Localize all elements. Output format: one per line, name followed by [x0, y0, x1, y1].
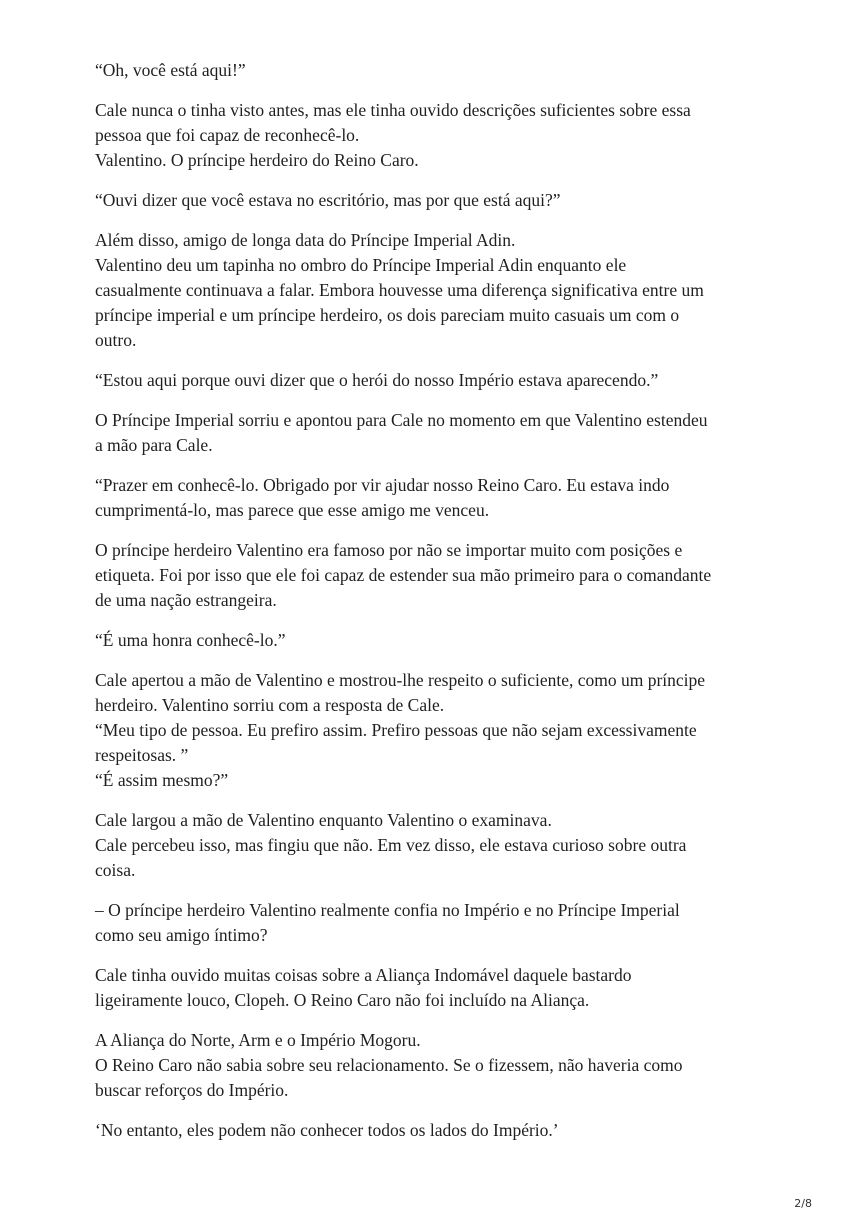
- text-line: pessoa que foi capaz de reconhecê-lo.: [95, 125, 360, 145]
- paragraph: [95, 188, 795, 213]
- text-line: “Oh, você está aqui!”: [95, 60, 246, 80]
- paragraph: [95, 408, 795, 458]
- text-line: etiqueta. Foi por isso que ele foi capaz de estender sua mão primeiro para o comandante: [95, 565, 712, 585]
- paragraph: [95, 668, 795, 793]
- text-line: Além disso, amigo de longa data do Príncipe Imperial Adin.: [95, 230, 516, 250]
- text-line: A Aliança do Norte, Arm e o Império Mogoru.: [95, 1030, 421, 1050]
- text-line: O príncipe herdeiro Valentino era famoso por não se importar muito com posições e: [95, 540, 683, 560]
- paragraph: [95, 368, 795, 393]
- paragraph: [95, 538, 795, 613]
- paragraph: [95, 898, 795, 948]
- text-line: Cale nunca o tinha visto antes, mas ele tinha ouvido descrições suficientes sobre essa: [95, 100, 691, 120]
- paragraph: [95, 58, 795, 83]
- text-line: “Ouvi dizer que você estava no escritório, mas por que está aqui?”: [95, 190, 561, 210]
- text-line: como seu amigo íntimo?: [95, 925, 268, 945]
- text-line: outro.: [95, 330, 137, 350]
- paragraph: [95, 808, 795, 883]
- text-line: Cale largou a mão de Valentino enquanto Valentino o examinava.: [95, 810, 552, 830]
- text-line: Cale percebeu isso, mas fingiu que não. Em vez disso, ele estava curioso sobre outra: [95, 835, 687, 855]
- paragraph: [95, 963, 795, 1013]
- text-line: O Reino Caro não sabia sobre seu relacionamento. Se o fizessem, não haveria como: [95, 1055, 683, 1075]
- text-line: “É assim mesmo?”: [95, 770, 229, 790]
- text-line: ‘No entanto, eles podem não conhecer todos os lados do Império.’: [95, 1120, 559, 1140]
- text-line: O Príncipe Imperial sorriu e apontou para Cale no momento em que Valentino estendeu: [95, 410, 708, 430]
- text-line: “É uma honra conhecê-lo.”: [95, 630, 286, 650]
- text-line: buscar reforços do Império.: [95, 1080, 289, 1100]
- text-line: “Estou aqui porque ouvi dizer que o herói do nosso Império estava aparecendo.”: [95, 370, 659, 390]
- paragraph: [95, 98, 795, 173]
- text-line: herdeiro. Valentino sorriu com a resposta de Cale.: [95, 695, 445, 715]
- text-line: a mão para Cale.: [95, 435, 213, 455]
- text-line: Cale apertou a mão de Valentino e mostrou-lhe respeito o suficiente, como um príncipe: [95, 670, 706, 690]
- paragraph: [95, 628, 795, 653]
- text-line: respeitosas. ”: [95, 745, 189, 765]
- text-line: casualmente continuava a falar. Embora houvesse uma diferença significativa entre um: [95, 280, 704, 300]
- text-line: cumprimentá-lo, mas parece que esse amigo me venceu.: [95, 500, 490, 520]
- text-line: Valentino. O príncipe herdeiro do Reino Caro.: [95, 150, 419, 170]
- text-line: príncipe imperial e um príncipe herdeiro, os dois pareciam muito casuais um com o: [95, 305, 680, 325]
- text-line: de uma nação estrangeira.: [95, 590, 277, 610]
- text-line: – O príncipe herdeiro Valentino realmente confia no Império e no Príncipe Imperial: [95, 900, 680, 920]
- paragraph: [95, 1028, 795, 1103]
- text-line: “Meu tipo de pessoa. Eu prefiro assim. Prefiro pessoas que não sejam excessivamente: [95, 720, 697, 740]
- document-page: [95, 58, 795, 1158]
- page-number: 2/8: [794, 1197, 812, 1210]
- text-line: ligeiramente louco, Clopeh. O Reino Caro não foi incluído na Aliança.: [95, 990, 590, 1010]
- text-line: Cale tinha ouvido muitas coisas sobre a Aliança Indomável daquele bastardo: [95, 965, 632, 985]
- text-line: “Prazer em conhecê-lo. Obrigado por vir ajudar nosso Reino Caro. Eu estava indo: [95, 475, 670, 495]
- paragraph: [95, 1118, 795, 1143]
- paragraph: [95, 228, 795, 353]
- paragraph: [95, 473, 795, 523]
- text-line: coisa.: [95, 860, 136, 880]
- text-line: Valentino deu um tapinha no ombro do Príncipe Imperial Adin enquanto ele: [95, 255, 627, 275]
